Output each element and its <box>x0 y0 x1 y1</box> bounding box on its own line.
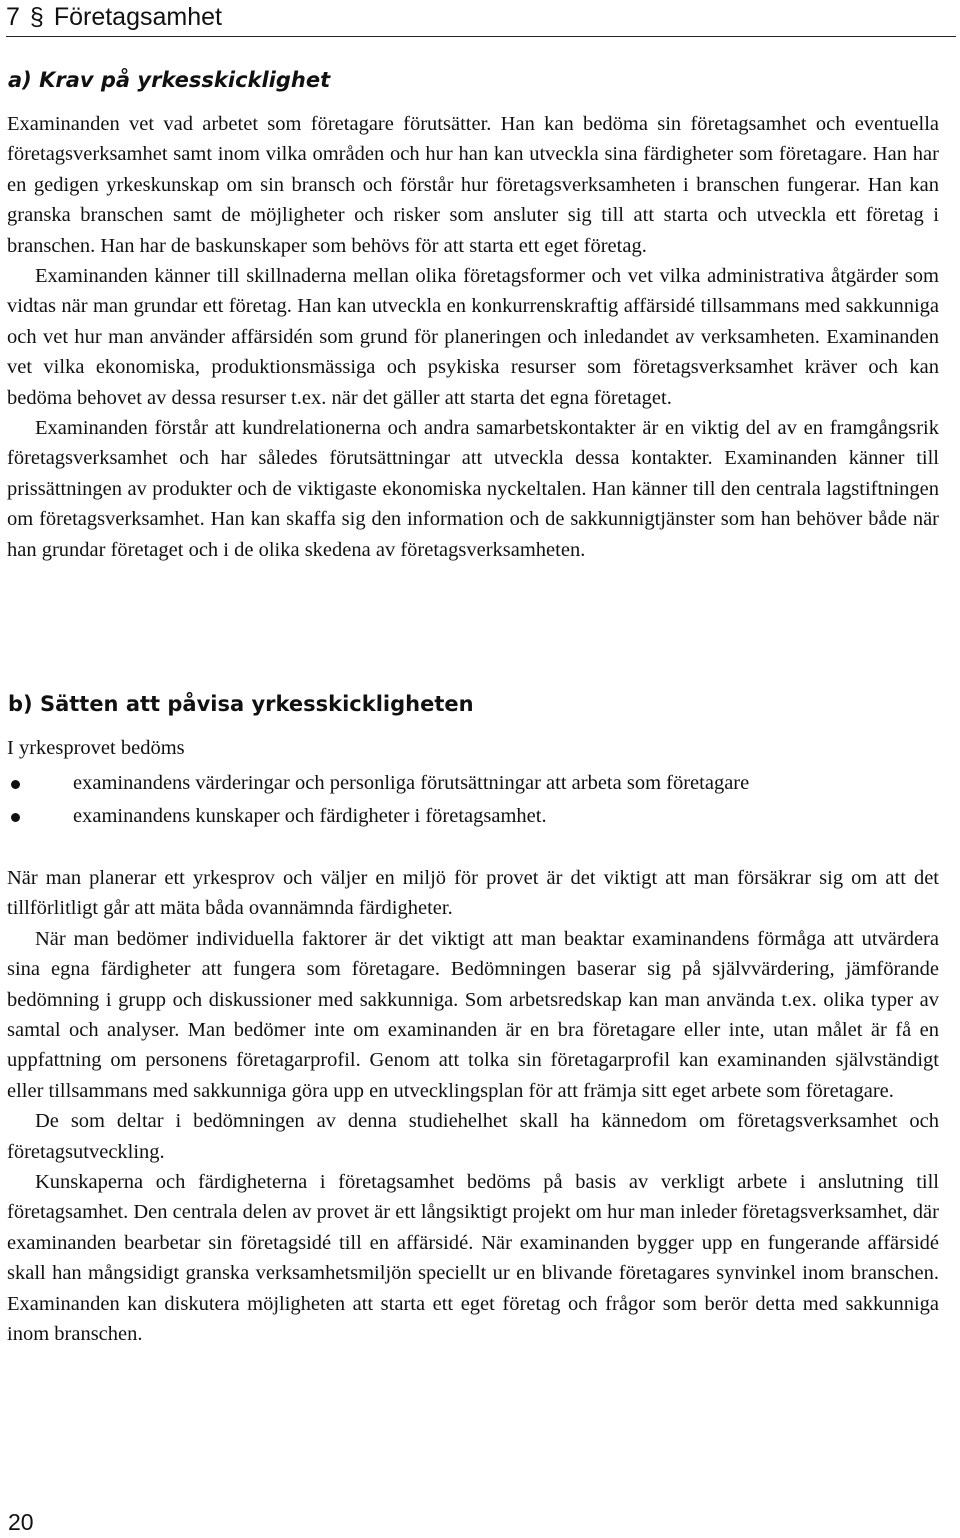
chapter-number: 7 <box>6 3 20 31</box>
section-a-body <box>7 109 939 565</box>
section-a-paragraph-3: Examinanden förstår att kundrelationerna och andra samarbetskontakter är en viktig del av en framgångsrik företagsverksamhet och har således förutsättningar att utveckla dessa kontakter. Examinanden känner till prissättningen av produkter och de viktigaste ekonomiska nyckeltalen. Han känner till den centrala lagstiftningen om företagsverksamhet. Han kan skaffa sig den information och de sakkunnigtjänster som han behöver både när han grundar företaget och i de olika skedena av företagsverksamheten. <box>7 417 939 561</box>
section-b-paragraph-1: När man planerar ett yrkesprov och väljer en miljö för provet är det viktigt att man försäkrar sig om att det tillförlitligt går att mäta båda ovannämnda färdigheter. <box>7 867 939 920</box>
section-b-lead: I yrkesprovet bedöms <box>7 737 185 759</box>
bullet-item <box>7 767 947 800</box>
bullet-item <box>7 800 947 833</box>
section-sign: § <box>29 3 44 31</box>
bullet-text: examinandens kunskaper och färdigheter i företagsamhet. <box>73 805 547 827</box>
bullet-icon <box>11 813 20 822</box>
section-b-paragraph-4: Kunskaperna och färdigheterna i företagsamhet bedöms på basis av verkligt arbete i anslutning till företagsamhet. Den centrala delen av provet är ett långsiktigt projekt om hur man inleder företagsverksamhet, där examinanden bearbetar sin företagsidé till en affärsidé. När examinanden bygger upp en fungerande affärsidé skall han mångsidigt granska verksamhetsmiljön speciellt ur en blivande företagares synvinkel inom branschen. Examinanden kan diskutera möjligheten att starta ett eget företag och frågor som berör detta med sakkunniga inom branschen. <box>7 1171 939 1346</box>
section-a-heading: a) Krav på yrkesskicklighet <box>8 68 331 92</box>
section-a-paragraph-1: Examinanden vet vad arbetet som företagare förutsätter. Han kan bedöma sin företagsamhet och eventuella företagsverksamhet samt inom vilka områden och hur han kan utveckla sina färdigheter som företagare. Han har en gedigen yrkeskunskap om sin bransch och förstår hur företagsverksamheten i branschen fungerar. Han kan granska branschen samt de möjligheter och risker som ansluter sig till att starta och utveckla ett företag i branschen. Han har de baskunskaper som behövs för att starta ett eget företag. <box>7 113 939 257</box>
section-b-paragraph-2: När man bedömer individuella faktorer är det viktigt att man beaktar examinandens förmåga att utvärdera sina egna färdigheter att fungera som företagare. Bedömningen baserar sig på självvärdering, jämförande bedömning i grupp och diskussioner med sakkunniga. Som arbetsredskap kan man använda t.ex. olika typer av samtal och analyser. Man bedömer inte om examinanden är en bra företagare eller inte, utan målet är få en uppfattning om personens företagarprofil. Genom att tolka sin företagarprofil kan examinanden självständigt eller tillsammans med sakkunniga göra upp en utvecklingsplan för att främja sitt eget arbete som företagare. <box>7 927 939 1102</box>
bullet-text: examinandens värderingar och personliga förutsättningar att arbeta som företagare <box>73 772 750 794</box>
section-b-heading: b) Sätten att påvisa yrkesskickligheten <box>8 692 474 716</box>
page-number: 20 <box>8 1509 34 1535</box>
section-b-body <box>7 863 939 1350</box>
section-b-paragraph-3: De som deltar i bedömningen av denna studiehelhet skall ha kännedom om företagsverksamhet och företagsutveckling. <box>7 1110 939 1163</box>
bullet-icon <box>11 780 20 789</box>
assessment-bullet-list <box>7 767 947 833</box>
chapter-title: Företagsamhet <box>53 3 222 31</box>
running-header <box>6 2 956 37</box>
section-a-paragraph-2: Examinanden känner till skillnaderna mellan olika företagsformer och vet vilka administrativa åtgärder som vidtas när man grundar ett företag. Han kan utveckla en konkurrenskraftig affärsidé tillsammans med sakkunniga och vet hur man använder affärsidén som grund för planeringen och inledandet av verksamheten. Examinanden vet vilka ekonomiska, produktionsmässiga och psykiska resurser som företagsverksamhet kräver och kan bedöma behovet av dessa resurser t.ex. när det gäller att starta det egna företaget. <box>7 265 939 409</box>
